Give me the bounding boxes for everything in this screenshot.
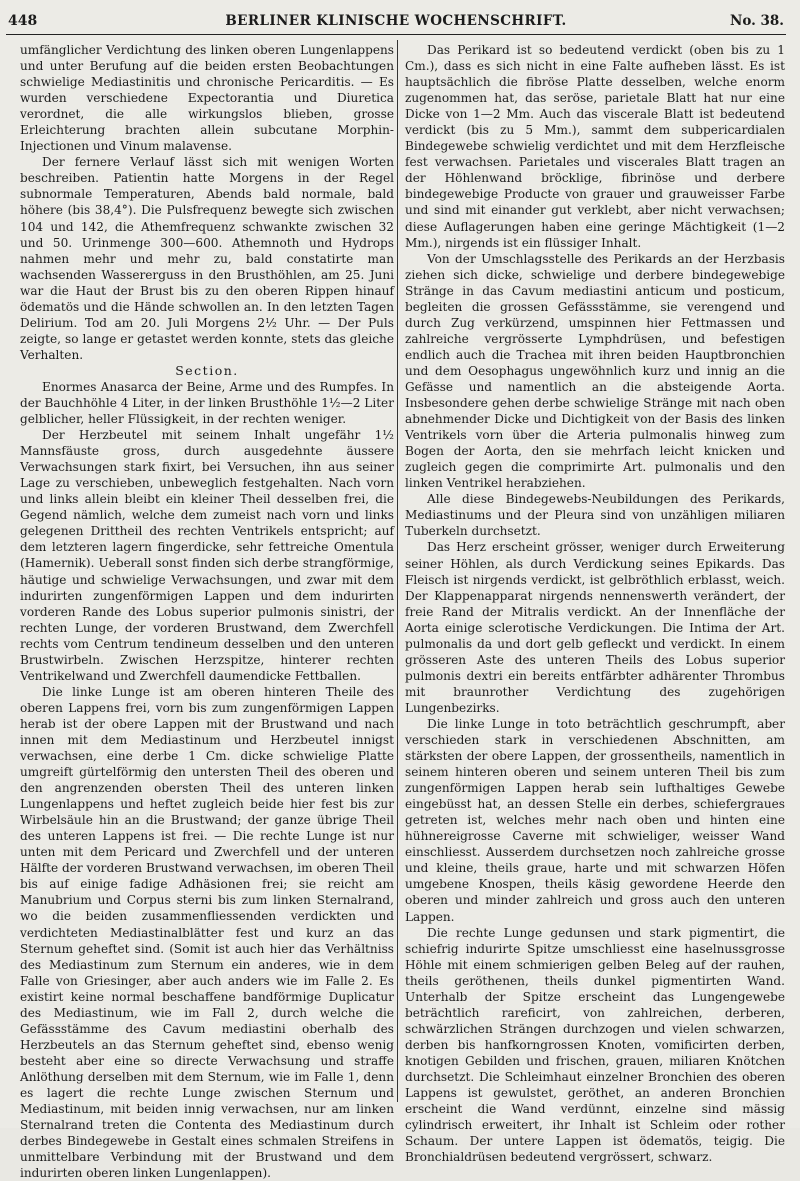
paragraph: Die rechte Lunge gedunsen und stark pigmentirt, die schiefrig indurirte Spitze umschliesst eine haselnussgrosse Höhle mit einem schmierigen gelben Beleg auf der rauhen, theils geröthenen, theils dunkel pigmentirten Wand. Unterhalb der Spitze erscheint das Lungengewebe beträchtlich rareficirt, von zahlreichen, derberen, schwärzlichen Strängen durchzogen und vielen schwarzen, derben bis hanfkorngrossen Knoten, vomificirten derben, knotigen Gebilden und frischen, grauen, miliaren Knötchen durchsetzt. Die Schleimhaut einzelner Bronchien des oberen Lappens ist gewulstet, geröthet, an anderen Bronchien erscheint die Wand verdünnt, einzelne sind mässig cylindrisch erweitert, ihr Inhalt ist Schleim oder rother Schaum. Der untere Lappen ist ödematös, teigig. Die Bronchialdrüsen bedeutend vergrössert, schwarz.: [405, 925, 785, 1165]
journal-title: BERLINER KLINISCHE WOCHENSCHRIFT.: [225, 13, 567, 29]
paragraph: Der Herzbeutel mit seinem Inhalt ungefähr 1½ Mannsfäuste gross, durch ausgedehnte äussere Verwachsungen stark fixirt, bei Versuchen, ihn aus seiner Lage zu verschieben, unbeweglich festgehalten. Nach vorn und links allein bleibt ein kleiner Theil desselben frei, die Gegend nämlich, welche dem zumeist nach vorn und links gelegenen Drittheil des rechten Ventrikels entspricht; auf dem letzteren lagern fingerdicke, sehr fettreiche Omentula (Hamernik). Ueberall sonst finden sich derbe strangförmige, häutige und schwielige Verwachsungen, und zwar mit dem indurirten zungenförmigen Lappen und dem indurirten vorderen Rande des Lobus superior pulmonis sinistri, der rechten Lunge, der vorderen Brustwand, dem Zwerchfell rechts vom Centrum tendineum desselben und den unteren Brustwirbeln. Zwischen Herzspitze, hinterer rechten Ventrikelwand und Zwerchfell daumendicke Fettballen.: [20, 428, 394, 683]
paragraph: Die linke Lunge ist am oberen hinteren Theile des oberen Lappens frei, vorn bis zum zungenförmigen Lappen herab ist der obere Lappen mit der Brustwand und nach innen mit dem Mediastinum und Herzbeutel innigst verwachsen, eine derbe 1 Cm. dicke schwielige Platte umgreift gürtelförmig den untersten Theil des oberen und den angrenzenden obersten Theil des unteren linken Lungenlappens und heftet zugleich beide hier fest bis zur Wirbelsäule hin an die Brustwand; der ganze übrige Theil des unteren Lappens ist frei. — Die rechte Lunge ist nur unten mit dem Pericard und Zwerchfell und der unteren Hälfte der vorderen Brustwand verwachsen, im oberen Theil bis auf einige fadige Adhäsionen frei; sie reicht am Manubrium und Corpus sterni bis zum linken Sternalrand, wo die beiden zusammenfliessenden verdickten und verdichteten Mediastinalblätter fest und kurz an das Sternum geheftet sind. (Somit ist auch hier das Verhältniss des Mediastinum zum Sternum ein anderes, wie in dem Falle von Griesinger, aber auch anders wie im Falle 2. Es existirt keine normal beschaffene bandförmige Duplicatur des Mediastinum, wie im Fall 2, durch welche die Gefässstämme des Cavum mediastini oberhalb des Herzbeutels an das Sternum geheftet sind, ebenso wenig besteht aber eine so directe Verwachsung und straffe Anlöthung derselben mit dem Sternum, wie im Falle 1, denn es lagert die rechte Lunge zwischen Sternum und Mediastinum, mit beiden innig verwachsen, nur am linken Sternalrand treten die Contenta des Mediastinum durch derbes Bindegewebe in Gestalt eines schmalen Streifens in unmittelbare Verbindung mit der Brustwand und dem indurirten oberen linken Lungenlappen).: [20, 684, 394, 1181]
page-number: 448: [8, 13, 38, 29]
paragraph: umfänglicher Verdichtung des linken oberen Lungenlappens und unter Berufung auf die beiden ersten Beobachtungen schwielige Mediastinitis und chronische Pericarditis. — Es wurden verschiedene Expectorantia und Diuretica verordnet, die alle wirkungslos blieben, grosse Erleichterung brachten allein subcutane Morphin-Injectionen und Vinum malavense.: [20, 43, 394, 154]
section-heading: Section.: [175, 362, 239, 378]
paragraph: Von der Umschlagsstelle des Perikards an der Herzbasis ziehen sich dicke, schwielige und derbere bindegewebige Stränge in das Cavum mediastini anticum und posticum, begleiten die grossen Gefässstämme, sie verengend und durch Zug verkürzend, umspinnen hier Fettmassen und zahlreiche vergrösserte Lymphdrüsen, und befestigen endlich auch die Trachea mit ihren beiden Hauptbronchien und dem Oesophagus ungewöhnlich kurz und innig an die Gefässe und namentlich an die absteigende Aorta. Insbesondere gehen derbe schwielige Stränge mit nach oben abnehmender Dicke und Dichtigkeit von der Basis des linken Ventrikels vorn über die Arteria pulmonalis hinweg zum Bogen der Aorta, den sie mehrfach leicht knicken und zugleich gegen die comprimirte Art. pulmonalis und den linken Ventrikel herabziehen.: [405, 251, 785, 491]
right-column: [405, 42, 785, 1165]
paragraph: Die linke Lunge in toto beträchtlich geschrumpft, aber verschieden stark in verschiedenen Abschnitten, am stärksten der obere Lappen, der grossentheils, namentlich in seinem hinteren oberen und seinem unteren Theil bis zum zungenförmigen Lappen herab sein lufthaltiges Gewebe eingebüsst hat, an dessen Stelle ein derbes, schiefergraues getreten ist, welches mehr nach oben und hinten eine hühnereigrosse Caverne mit schwieliger, weisser Wand einschliesst. Ausserdem durchsetzen noch zahlreiche grosse und kleine, theils graue, harte und mit schwarzen Höfen umgebene Knospen, theils käsig gewordene Heerde den oberen und minder zahlreich und gross auch den unteren Lappen.: [405, 716, 785, 924]
paragraph: Das Perikard ist so bedeutend verdickt (oben bis zu 1 Cm.), dass es sich nicht in eine Falte aufheben lässt. Es ist hauptsächlich die fibröse Platte desselben, welche enorm zugenommen hat, das seröse, parietale Blatt hat nur eine Dicke von 1—2 Mm. Auch das viscerale Blatt ist bedeutend verdickt (bis zu 5 Mm.), sammt dem subpericardialen Bindegewebe schwielig verdichtet und mit dem Herzfleische fest verwachsen. Parietales und viscerales Blatt tragen an der Höhlenwand bröcklige, fibrinöse und derbere bindegewebige Producte von grauer und grauweisser Farbe und sind mit einander gut verklebt, aber nicht verwachsen; diese Auflagerungen haben eine geringe Mächtigkeit (1—2 Mm.), nirgends ist ein flüssiger Inhalt.: [405, 43, 785, 250]
paragraph: Alle diese Bindegewebs-Neubildungen des Perikards, Mediastinums und der Pleura sind von unzähligen miliaren Tuberkeln durchsetzt.: [405, 492, 785, 539]
running-header: [6, 8, 786, 35]
paragraph: Der fernere Verlauf lässt sich mit wenigen Worten beschreiben. Patientin hatte Morgens in der Regel subnormale Temperaturen, Abends bald normale, bald höhere (bis 38,4°). Die Pulsfrequenz bewegte sich zwischen 104 und 142, die Athemfrequenz schwankte zwischen 32 und 50. Urinmenge 300—600. Athemnoth und Hydrops nahmen mehr und mehr zu, bald constatirte man wachsenden Wassererguss in den Brusthöhlen, am 25. Juni war die Haut der Brust bis zu den oberen Rippen hinauf ödematös und die Hände schwollen an. In den letzten Tagen Delirium. Tod am 20. Juli Morgens 2½ Uhr. — Der Puls zeigte, so lange er getastet werden konnte, stets das gleiche Verhalten.: [20, 155, 394, 362]
issue-number: No. 38.: [730, 13, 784, 29]
paragraph: Das Herz erscheint grösser, weniger durch Erweiterung seiner Höhlen, als durch Verdickung seines Epikards. Das Fleisch ist nirgends verdickt, ist gelbröthlich erblasst, weich. Der Klappenapparat nirgends nennenswerth verändert, der freie Rand der Mitralis verdickt. An der Innenfläche der Aorta einige sclerotische Verdickungen. Die Intima der Art. pulmonalis da und dort gelb gefleckt und verdickt. In einem grösseren Aste des unteren Theils des Lobus superior pulmonis dextri ein bereits entfärbter adhärenter Thrombus mit braunrother Verdichtung des zugehörigen Lungenbezirks.: [405, 540, 785, 715]
column-divider: [397, 40, 398, 1102]
paragraph: Enormes Anasarca der Beine, Arme und des Rumpfes. In der Bauchhöhle 4 Liter, in der linken Brusthöhle 1½—2 Liter gelblicher, heller Flüssigkeit, in der rechten weniger.: [20, 379, 394, 427]
left-column: [20, 42, 394, 1181]
